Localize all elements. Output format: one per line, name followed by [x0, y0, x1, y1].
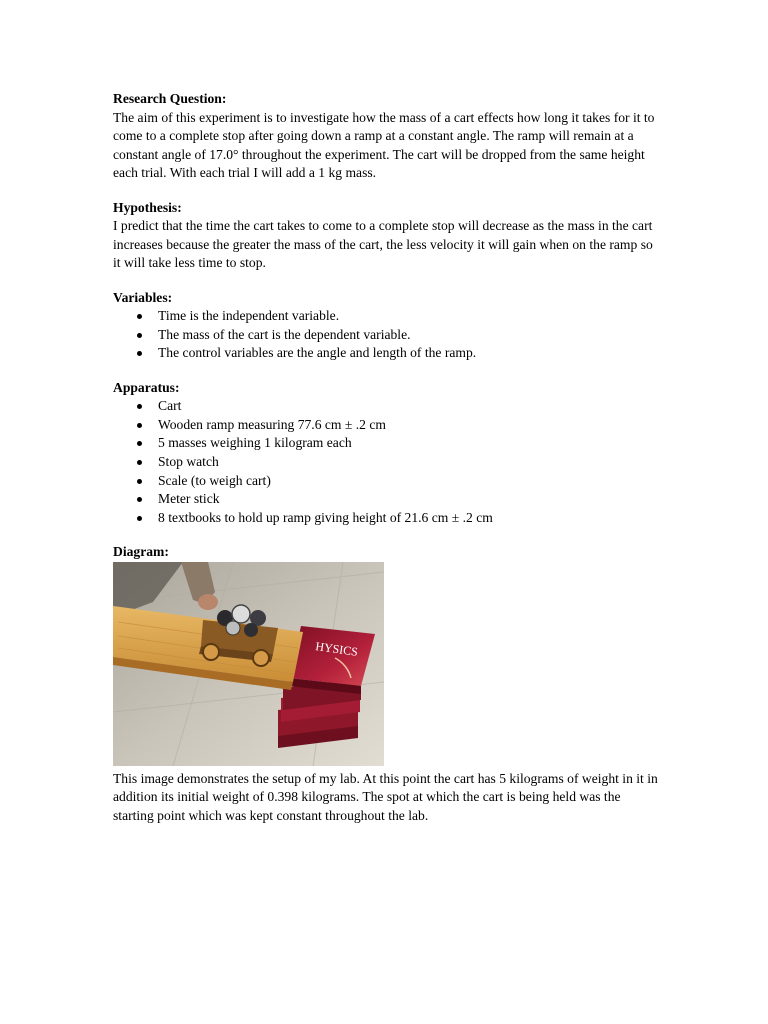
bullet-icon: [137, 333, 142, 338]
list-item: [113, 344, 663, 363]
spacer: [113, 183, 663, 199]
list-item-text: 8 textbooks to hold up ramp giving height of 21.6 cm ± .2 cm: [158, 509, 493, 525]
bullet-icon: [137, 351, 142, 356]
research-question-text: The aim of this experiment is to investigate how the mass of a cart effects how long it takes for it to come to a complete stop after going down a ramp at a constant angle. The ramp will remain at a constant angle of 17.0° throughout the experiment. The cart will be dropped from the same height each trial. With each trial I will add a 1 kg mass.: [113, 109, 655, 180]
list-item: [113, 307, 663, 326]
diagram-caption: This image demonstrates the setup of my lab. At this point the cart has 5 kilograms of weight in it in addition its initial weight of 0.398 kilograms. The spot at which the cart is being held was the starting point which was kept constant throughout the lab.: [113, 770, 658, 823]
list-item: [113, 472, 663, 491]
list-item: [113, 397, 663, 416]
bullet-icon: [137, 314, 142, 319]
apparatus-list: [113, 397, 663, 527]
list-item-text: Time is the independent variable.: [158, 308, 340, 323]
research-question-heading: Research Question:: [113, 91, 227, 106]
list-item-text: Cart: [158, 398, 182, 414]
spacer: [113, 527, 663, 543]
spacer: [113, 363, 663, 379]
spacer: [113, 273, 663, 289]
bullet-icon: [137, 497, 142, 502]
list-item: [113, 434, 663, 453]
bullet-icon: [137, 479, 142, 484]
bullet-icon: [137, 441, 142, 446]
lab-setup-illustration: [113, 562, 384, 766]
lab-document: [113, 90, 663, 825]
list-item: [113, 509, 663, 528]
book-cover-title: HYSICS: [314, 639, 359, 659]
list-item: [113, 326, 663, 345]
hypothesis-heading: Hypothesis:: [113, 199, 182, 215]
list-item-text: Stop watch: [158, 454, 219, 470]
bullet-icon: [137, 423, 142, 428]
list-item-text: The mass of the cart is the dependent variable.: [158, 326, 411, 342]
diagram-heading: Diagram:: [113, 544, 169, 560]
lab-setup-photo: [113, 562, 384, 766]
hand: [198, 594, 218, 610]
hypothesis-text: I predict that the time the cart takes to come to a complete stop will decrease as the mass in the cart increases because the greater the mass of the cart, the less velocity it will gain when on the ramp so it will take less time to stop.: [113, 218, 653, 270]
list-item-text: Scale (to weigh cart): [158, 472, 271, 488]
list-item-text: The control variables are the angle and length of the ramp.: [158, 345, 477, 361]
bullet-icon: [137, 516, 142, 521]
list-item: [113, 490, 663, 509]
apparatus-heading: Apparatus:: [113, 379, 180, 395]
list-item: [113, 453, 663, 472]
list-item: [113, 416, 663, 435]
list-item-text: Meter stick: [158, 491, 220, 507]
bullet-icon: [137, 460, 142, 465]
variables-list: [113, 307, 663, 363]
list-item-text: Wooden ramp measuring 77.6 cm ± .2 cm: [158, 416, 386, 432]
bullet-icon: [137, 404, 142, 409]
list-item-text: 5 masses weighing 1 kilogram each: [158, 435, 352, 451]
variables-heading: Variables:: [113, 289, 173, 305]
